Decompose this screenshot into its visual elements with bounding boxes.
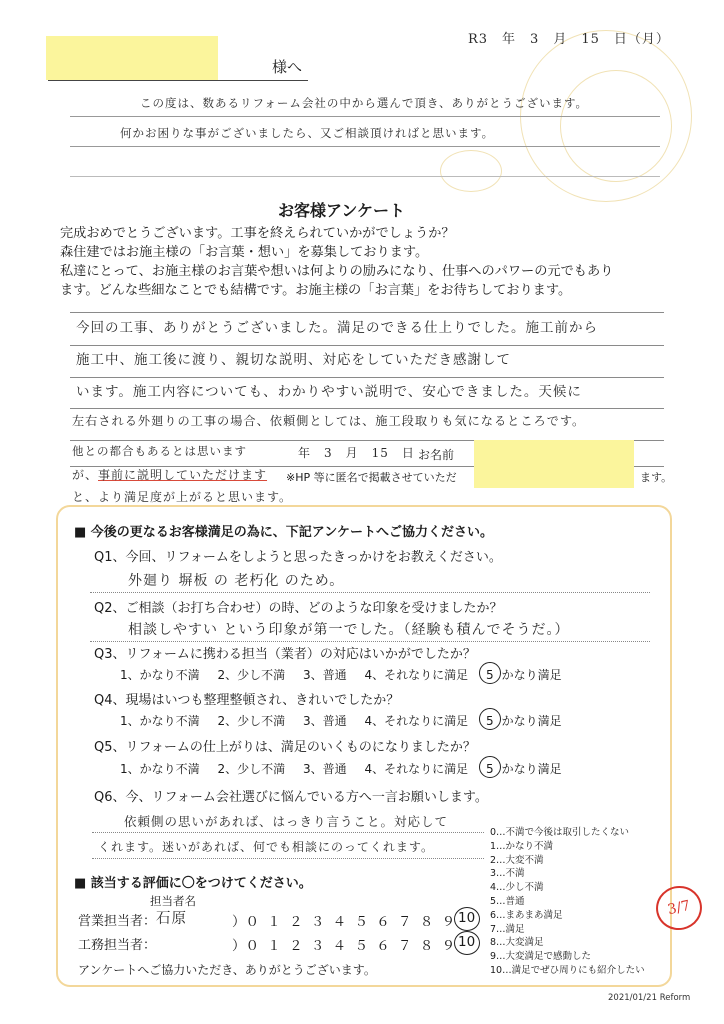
sales-score-circle[interactable]: [454, 907, 480, 931]
sales-label: 営業担当者：: [78, 914, 157, 929]
a1-text: 外廻り 塀板 の 老朽化 のため。: [128, 573, 345, 589]
score-legend: 0…不満で今後は取引したくない 1…かなり不満 2…大変不満 3…不満 4…少し不満 5…普通 6…まあまあ満足 7…満足 8…大変満足 9…大変満足で感動した 10…満足でぜひ周りにも紹介したい: [490, 827, 645, 976]
comment-line-6-part2: 事前に説明していただけます: [98, 468, 268, 482]
q5-text: Q5、リフォームの仕上がりは、満足のいくものになりましたか？: [94, 740, 476, 755]
comment-line-3: います。施工内容についても、わかりやすい説明で、安心できました。天候に: [76, 384, 582, 400]
sales-staff-name: 石原: [156, 911, 187, 927]
sales-score: 10: [458, 910, 476, 926]
q4-options: 1、かなり不満 2、少し不満 3、普通 4、それなりに満足 5 かなり満足: [120, 714, 562, 728]
addressee-underline: [48, 80, 308, 81]
intro-line: 完成おめでとうございます。工事を終えられていかがでしょうか？: [60, 226, 455, 241]
construction-score: 10: [458, 934, 476, 950]
comment-line-1: 今回の工事、ありがとうございました。満足のできる仕上りでした。施工前から: [76, 320, 598, 336]
letter-line-2: 何かお困りな事がございましたら、又ご相談頂ければと思います。: [120, 126, 495, 140]
staff-name-label: 担当者名: [150, 894, 196, 908]
hp-note: ※HP 等に匿名で掲載させていただ: [286, 471, 457, 484]
a6-line-2: くれます。迷いがあれば、何でも相談にのってくれます。: [98, 840, 434, 854]
a6-rule: [92, 832, 484, 833]
date-field: R3 年 3 月 15 日（月）: [468, 32, 670, 47]
floral-watermark-icon: [560, 70, 672, 182]
q4-text: Q4、現場はいつも整理整頓され、きれいでしたか？: [94, 693, 400, 708]
q5-selected-circle[interactable]: [479, 756, 501, 778]
a1-rule: [90, 592, 650, 593]
intro-line: ます。どんな些細なことでも結構です。お施主様の「お言葉」をお待ちしております。: [60, 283, 572, 298]
comment-line-6-part1: が、: [72, 468, 99, 482]
comment-rule: [70, 408, 664, 409]
letter-line-1: この度は、数あるリフォーム会社の中から選んで頂き、ありがとうございます。: [140, 96, 589, 110]
red-stamp-icon: 3/7: [652, 882, 706, 935]
questionnaire-heading: ■ 今後の更なるお客様満足の為に、下記アンケートへご協力ください。: [74, 525, 494, 540]
q1-text: Q1、今回、リフォームをしようと思ったきっかけをお教えください。: [94, 550, 502, 565]
hp-note-tail: ます。: [640, 471, 673, 484]
letter-rule: [70, 146, 660, 147]
comment-line-6: [72, 466, 267, 483]
intro-line: 森住建ではお施主様の「お言葉・想い」を募集しております。: [60, 245, 429, 260]
q6-text: Q6、今、リフォーム会社選びに悩んでいる方へ一言お願いします。: [94, 790, 488, 805]
a6-rule: [92, 858, 484, 859]
redacted-name-highlight: [46, 36, 218, 80]
sign-name-label: お名前: [418, 448, 455, 462]
survey-title: お客様アンケート: [278, 201, 406, 220]
comment-rule: [70, 345, 664, 346]
sign-name-highlight: [474, 440, 634, 488]
survey-intro: [60, 224, 613, 300]
q3-selected-circle[interactable]: [479, 662, 501, 684]
comment-line-7: と、より満足度が上がると思います。: [72, 490, 293, 504]
a6-line-1: 依頼側の思いがあれば、はっきり言うこと。対応して: [124, 814, 449, 829]
comment-rule: [70, 312, 664, 313]
q2-text: Q2、ご相談（お打ち合わせ）の時、どのような印象を受けましたか？: [94, 601, 503, 616]
comment-line-2: 施工中、施工後に渡り、親切な説明、対応をしていただき感謝して: [76, 352, 511, 368]
q4-selected-circle[interactable]: [479, 708, 501, 730]
q5-options: 1、かなり不満 2、少し不満 3、普通 4、それなりに満足 5 かなり満足: [120, 762, 562, 776]
sales-scale: ）０ １ ２ ３ ４ ５ ６ ７ ８ ９: [232, 914, 456, 930]
a2-text: 相談しやすい という印象が第一でした。（経験も積んでそうだ。）: [128, 622, 570, 638]
construction-label: 工務担当者：: [78, 938, 157, 953]
a2-rule: [90, 641, 650, 642]
evaluation-heading: ■ 該当する評価に〇をつけてください。: [74, 876, 312, 891]
q3-options: 1、かなり不満 2、少し不満 3、普通 4、それなりに満足 5 かなり満足: [120, 668, 562, 682]
letter-rule: [70, 116, 660, 117]
footer-code: 2021/01/21 Reform: [608, 993, 691, 1003]
floral-watermark-icon: [440, 150, 502, 192]
comment-line-5: 他との都合もあるとは思います: [72, 444, 247, 458]
sign-date: 年 3 月 15 日: [298, 446, 415, 460]
q3-text: Q3、リフォームに携わる担当（業者）の対応はいかがでしたか？: [94, 647, 476, 662]
comment-rule: [70, 377, 664, 378]
letter-rule: [70, 176, 660, 177]
construction-scale: ）０ １ ２ ３ ４ ５ ６ ７ ８ ９: [232, 938, 456, 954]
construction-score-circle[interactable]: [454, 931, 480, 955]
comment-line-4: 左右される外廻りの工事の場合、依頼側としては、施工段取りも気になるところです。: [72, 414, 586, 428]
thanks-text: アンケートへご協力いただき、ありがとうございます。: [78, 963, 376, 977]
addressee-suffix: 様へ: [272, 58, 303, 76]
intro-line: 私達にとって、お施主様のお言葉や想いは何よりの励みになり、仕事へのパワーの元でもあり: [60, 264, 614, 279]
